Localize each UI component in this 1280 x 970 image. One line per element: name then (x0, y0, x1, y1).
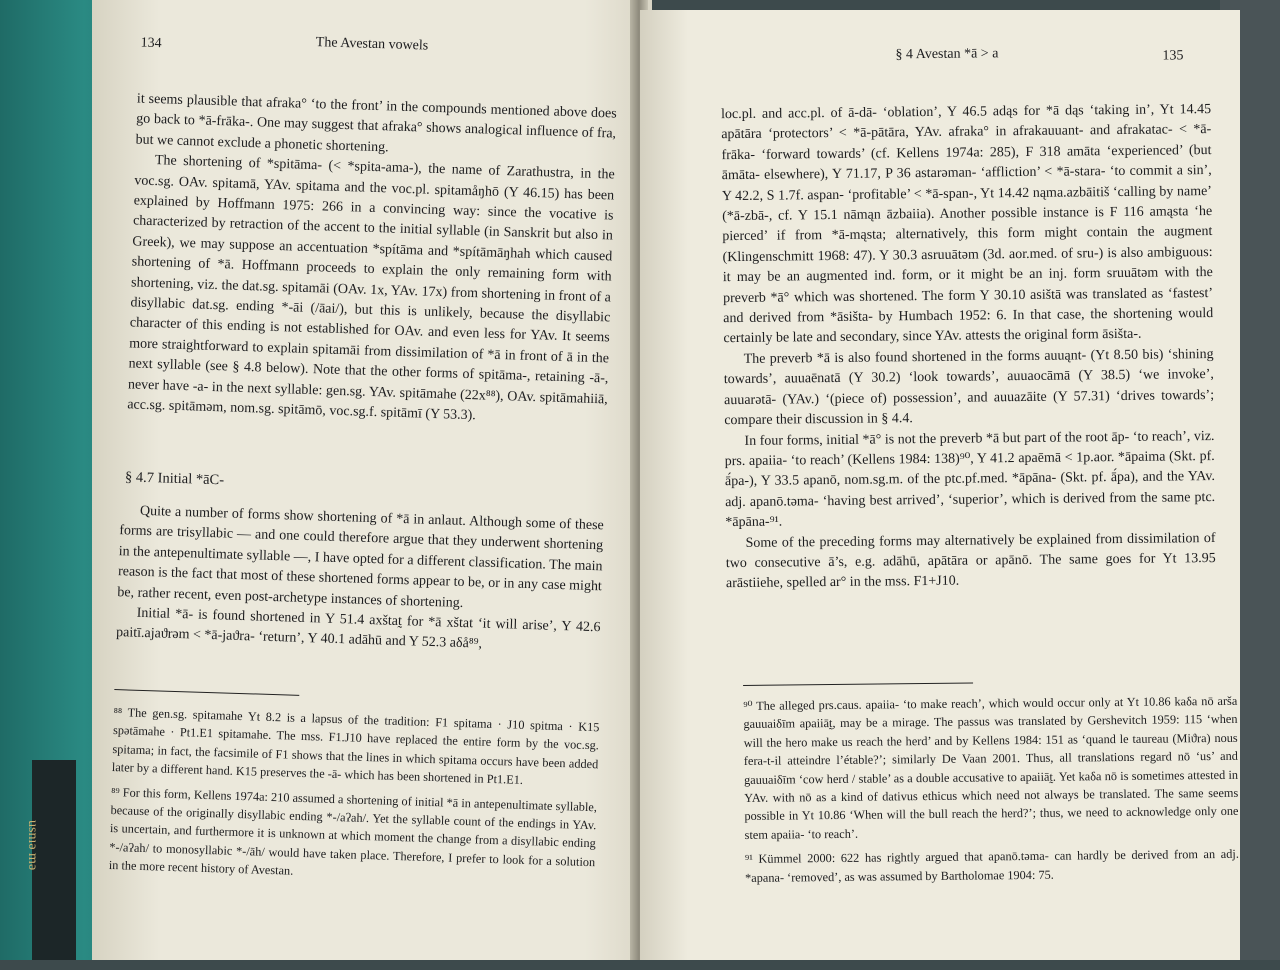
footnote-rule (743, 683, 973, 686)
page-number: 135 (1162, 48, 1184, 64)
paragraph: The shortening of *spitāma- (< *spita-ama-), the name of Zarathustra, in the voc.sg. OAv. spitamā, YAv. spitama and the voc.pl. spitamåŋhō (Y 46.15) has been explained by Hoffmann 1975: 266 in a convincing way: since the vocative is characterized by retraction of the accent to the initial syllable (in Sanskrit but also in Greek), we may suppose an accentuation *spítāma and *spítāmāŋhah which caused shortening of *ā. Hoffmann proceeds to explain the only remaining form with shortening, viz. the dat.sg. spitamāi (OAv. 1x, YAv. 17x) from shortening in front of a disyllabic dat.sg. ending *-āi (/āai/), but this is unlikely, because the disyllabic character of this ending is not established for OAv. and even less for YAv. It seems more straightforward to explain spitamāi from dissimilation of *ā in front of ā in the next syllable (see § 4.8 below). Note that the other forms of spitāma-, retaining -ā-, never have -a- in the next syllable: gen.sg. YAv. spitāmahe (22x⁸⁸), OAv. spitāmahiiā, acc.sg. spitāməm, nom.sg. spitāmō, voc.sg.f. spitāmī (Y 53.3). (127, 153, 615, 424)
paragraph: it seems plausible that afraka° ‘to the front’ in the compounds mentioned above does go back to *ā-frāka-. One may suggest that afraka° shows analogical influence of fra, but we cannot exclude a phonetic shortening. (135, 91, 617, 156)
page-number: 134 (140, 35, 162, 52)
left-footnotes (108, 703, 599, 896)
paragraph: In four forms, initial *ā° is not the preverb *ā but part of the root āp- ‘to reach’, viz. prs. apaiia- ‘to reach’ (Kellens 1984: 138)⁹⁰, Y 41.2 apaēmā < 1p.aor. *āpaima (Skt. pf. ā́pa-), Y 33.5 apanō, nom.sg.m. of the ptc.pf.med. *āpāna- (Skt. pf. ā́pa), and the YAv. adj. apanō.təma- ‘having best arrived’, ‘superior’, which is derived from the same ptc. *āpāna-⁹¹. (724, 428, 1216, 531)
right-page (640, 10, 1240, 960)
paragraph: Some of the preceding forms may alternatively be explained from dissimilation of two consecutive ā’s, e.g. adāhū, apātāra or apānō. The same goes for Yt 13.95 arāstiiehe, spelled ar° in the mss. F1+J10. (725, 530, 1216, 592)
section-body (116, 501, 604, 659)
footnote: ⁸⁸ The gen.sg. spitamahe Yt 8.2 is a lapsus of the tradition: F1 spitama · J10 spitma · K15 spətāmahe · Pt1.E1 spitamahe. The mss. F1.J10 have replaced the entire form by the voc.sg. spitama; in fact, the facsimile of F1 shows that the lines in which spitama occurs have been added later by a different hand. K15 preserves the -ā- which has been shortened in Pt1.E1. (111, 705, 600, 788)
footnote: ⁹⁰ The alleged prs.caus. apaiia- ‘to make reach’, which would occur only at Yt 10.86 kaδa nō arša gauuaiδīm apaiiāt̰, may be a mirage. The passus was translated by Gershevitch 1959: 115 ‘when will the hero make us reach the herd’ and by Kellens 1984: 151 as ‘quand le taureau (Miϑra) nous fera-t-il atteindre l’étable?’; similarly De Vaan 2001. Thus, all translations regard nō ‘us’ and gauuaiδīm ‘cow herd / stable’ as a double accusative to apaiiāt̰. Yet kaδa nō is sometimes attested in YAv. with nō as a kind of dativus ethicus which need not always be translated. The same seems possible in Yt 10.86 ‘When will the bull reach the herd?’; thus, we need to acknowledge only one stem apaiia- ‘to reach’. (743, 693, 1239, 842)
footnote: ⁸⁹ For this form, Kellens 1974a: 210 assumed a shortening of initial *ā in antepenultimate syllable, because of the originally disyllabic ending *-/aʔah/. Yet the syllable count of the endings in YAv. is uncertain, and furthermore it is unknown at which moment the change from a disyllabic ending *-/aʔah/ to monosyllabic *-/āh/ would have taken place. Therefore, I prefer to look for a solution in the more recent history of Avestan. (108, 784, 598, 878)
footnote-rule (114, 689, 299, 696)
footnote: ⁹¹ Kümmel 2000: 622 has rightly argued that apanō.təma- can hardly be derived from an adj. *apana- ‘removed’, as was assumed by Bartholomae 1904: 75. (744, 847, 1239, 885)
book-spine (25, 760, 76, 960)
paragraph: Quite a number of forms show shortening of *ā in anlaut. Although some of these forms are trisyllabic — and one could therefore argue that they underwent shortening in the antepenultimate syllable —, I have opted for a different classification. The main reason is the fact that most of these shortened forms appear to be, or in any case might be, rather recent, even post-archetype instances of shortening. (117, 503, 604, 611)
spine-label: usnıə mə (25, 820, 40, 871)
paragraph: loc.pl. and acc.pl. of ā-dā- ‘oblation’, Y 46.5 adąs for *ā dąs ‘taking in’, Yt 14.45 apātāra ‘protectors’ < *ā-pātāra, YAv. afraka° in afrakauuant- and afrakatac- < *ā-frāka- ‘forward towards’ (cf. Kellens 1974a: 285), F 318 amāta ‘experienced’ (but āmāta- elsewhere), Y 71.17, P 36 astarəman- ‘affliction’ < *ā-stara- ‘to commit a sin’, Y 42.2, S 1.7f. aspan- ‘profitable’ < *ā-span-, Yt 14.42 nąma.azbāitiš ‘calling by name’ (*ā-zbā-, cf. Y 15.1 nāmąn āzbaiia). Another possible instance is F 116 amąsta ‘he pierced’ if from *ā-mąsta; alternatively, this form might contain the augment (Klingenschmitt 1968: 47). Y 30.3 asruuātəm (3d. aor.med. of sru-) is also ambiguous: it may be an augmented ind. form, or it might be an inj. form sruuātəm with the preverb *ā° which was shortened. The form Y 30.10 asištā was translated as ‘fastest’ and derived from *āsišta- by Humbach 1952: 6. In that case, the shortening would certainly be late and secondary, since YAv. attests the original form āsišta-. (721, 102, 1214, 347)
left-body (127, 89, 617, 430)
paragraph: Initial *ā- is found shortened in Y 51.4 axštat̰ for *ā xštat ‘it will arise’, Y 42.6 paitī.ajaϑrəm < *ā-jaϑra- ‘return’, Y 40.1 adāhū and Y 52.3 aδå⁸⁹, (115, 605, 601, 653)
section-heading: § 4.7 Initial *āC- (124, 469, 225, 489)
right-body (721, 100, 1216, 595)
right-footnotes (743, 692, 1239, 893)
running-head: § 4 Avestan *ā > a (895, 46, 999, 63)
running-head: The Avestan vowels (315, 35, 429, 54)
paragraph: The preverb *ā is also found shortened in the forms auuąnt- (Yt 8.50 bis) ‘shining towards’, auuaēnatā (Y 30.2) ‘look towards’, auuaocāmā (Y 38.5) ‘we invoke’, auuarətā- (YAv.) ‘(piece of) possession’, and auuazāite (Y 57.31) ‘drives towards’; compare their discussion in § 4.4. (723, 346, 1215, 429)
left-page (92, 0, 652, 960)
